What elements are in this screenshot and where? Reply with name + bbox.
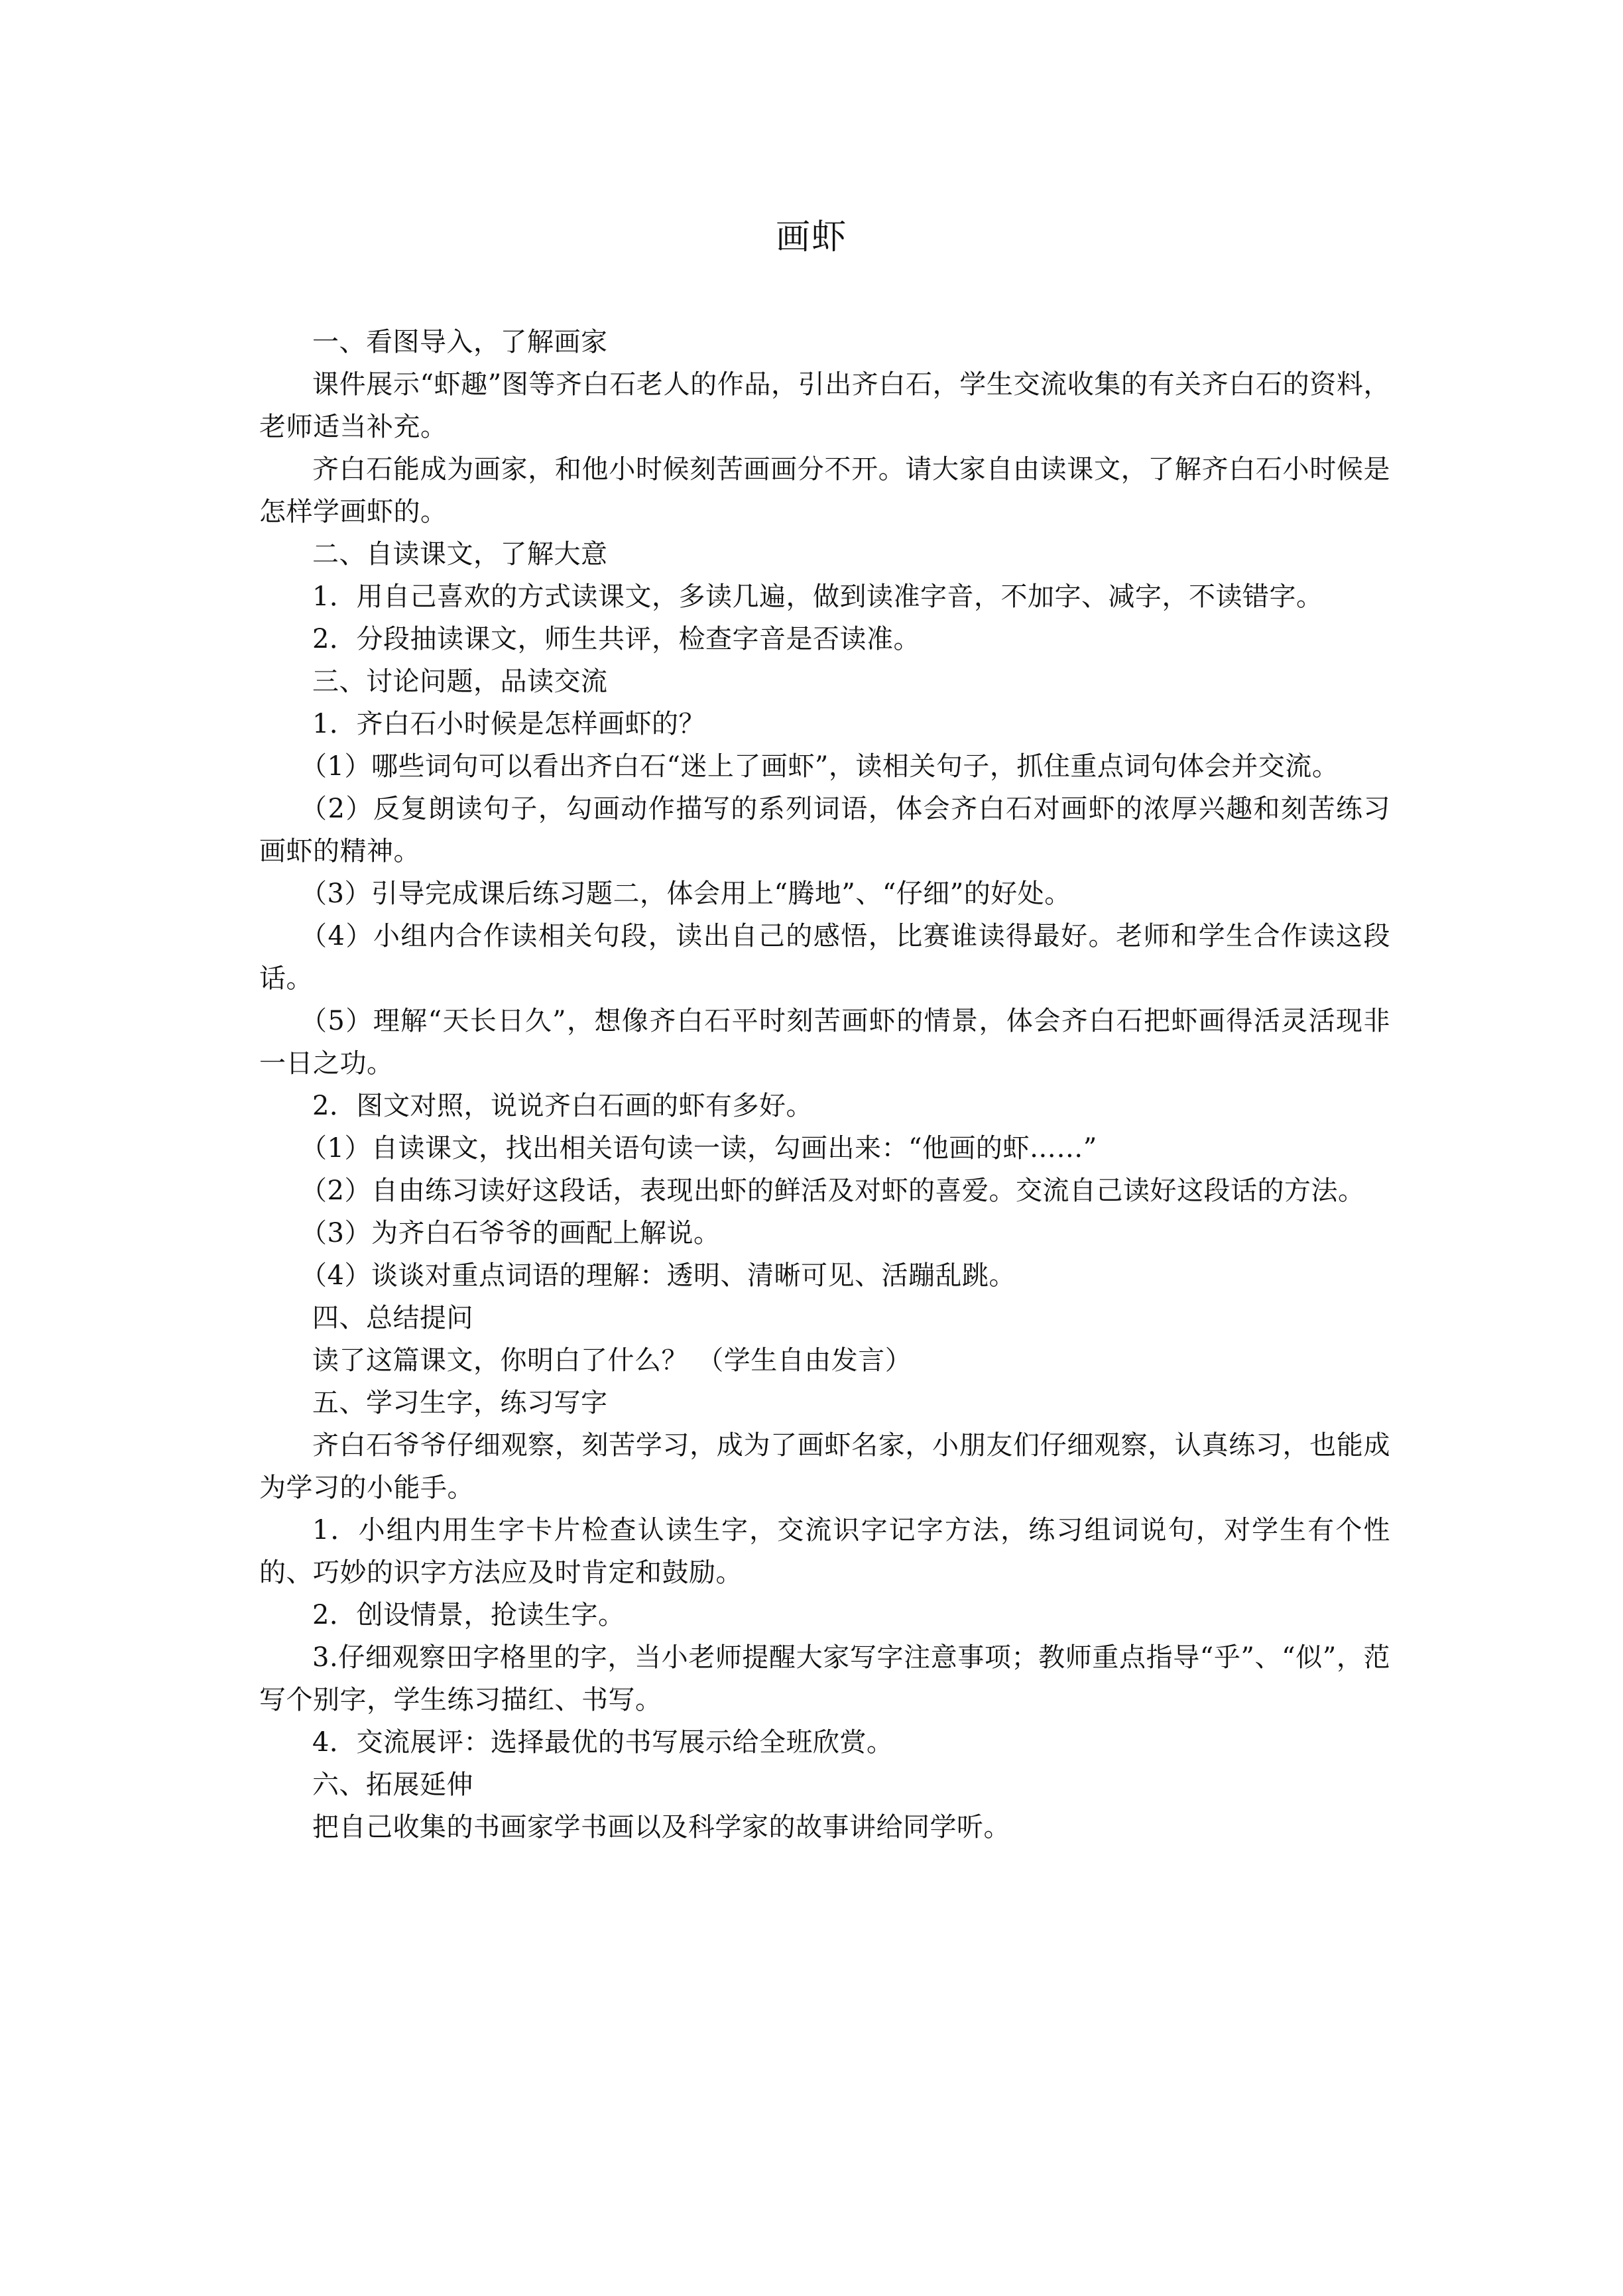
paragraph: （1）哪些词句可以看出齐白石“迷上了画虾”，读相关句子，抓住重点词句体会并交流。: [300, 751, 1339, 782]
section-heading: 五、学习生字，练习写字: [312, 1388, 608, 1418]
paragraph: 1．齐白石小时候是怎样画虾的？: [312, 709, 705, 739]
paragraph: 3.仔细观察田字格里的字，当小老师提醒大家写字注意事项；教师重点指导“乎”、“似”，范写个别字，学生练习描红、书写。: [259, 1642, 1390, 1715]
paragraph: 2．创设情景，抢读生字。: [312, 1600, 625, 1630]
paragraph: 齐白石能成为画家，和他小时候刻苦画画分不开。请大家自由读课文，了解齐白石小时候是怎样学画虾的。: [259, 454, 1390, 527]
paragraph: 把自己收集的书画家学书画以及科学家的故事讲给同学听。: [312, 1812, 1010, 1843]
paragraph: 读了这篇课文，你明白了什么？ （学生自由发言）: [312, 1345, 912, 1376]
paragraph: 2．图文对照，说说齐白石画的虾有多好。: [312, 1091, 813, 1121]
section-heading: 三、讨论问题，品读交流: [312, 666, 608, 697]
section-heading: 二、自读课文，了解大意: [312, 539, 608, 570]
paragraph: 2．分段抽读课文，师生共评，检查字音是否读准。: [312, 624, 920, 654]
section-heading: 六、拓展延伸: [312, 1770, 473, 1800]
paragraph: 1．用自己喜欢的方式读课文，多读几遍，做到读准字音，不加字、减字，不读错字。: [312, 581, 1323, 612]
paragraph: （5）理解“天长日久”，想像齐白石平时刻苦画虾的情景，体会齐白石把虾画得活灵活现非一日之功。: [259, 1006, 1390, 1079]
paragraph: （4）小组内合作读相关句段，读出自己的感悟，比赛谁读得最好。老师和学生合作读这段话。: [259, 921, 1390, 994]
paragraph: （2）自由练习读好这段话，表现出虾的鲜活及对虾的喜爱。交流自己读好这段话的方法。: [300, 1176, 1365, 1206]
paragraph: 课件展示“虾趣”图等齐白石老人的作品，引出齐白石，学生交流收集的有关齐白石的资料，老师适当补充。: [259, 369, 1390, 442]
paragraph: （3）引导完成课后练习题二，体会用上“腾地”、“仔细”的好处。: [300, 878, 1071, 909]
document-title: 画虾: [775, 217, 847, 257]
paragraph: 1．小组内用生字卡片检查认读生字，交流识字记字方法，练习组词说句，对学生有个性的、巧妙的识字方法应及时肯定和鼓励。: [259, 1515, 1390, 1588]
paragraph: 4．交流展评：选择最优的书写展示给全班欣赏。: [312, 1727, 894, 1758]
section-heading: 一、看图导入，了解画家: [312, 327, 608, 357]
paragraph: （3）为齐白石爷爷的画配上解说。: [300, 1218, 721, 1248]
section-heading: 四、总结提问: [312, 1303, 473, 1333]
paragraph: （1）自读课文，找出相关语句读一读，勾画出来：“他画的虾……”: [300, 1133, 1097, 1164]
paragraph: 齐白石爷爷仔细观察，刻苦学习，成为了画虾名家，小朋友们仔细观察，认真练习，也能成为学习的小能手。: [259, 1430, 1390, 1503]
document-body: [259, 321, 1390, 1848]
paragraph: （2）反复朗读句子，勾画动作描写的系列词语，体会齐白石对画虾的浓厚兴趣和刻苦练习画虾的精神。: [259, 794, 1390, 867]
paragraph: （4）谈谈对重点词语的理解：透明、清晰可见、活蹦乱跳。: [300, 1260, 1016, 1291]
